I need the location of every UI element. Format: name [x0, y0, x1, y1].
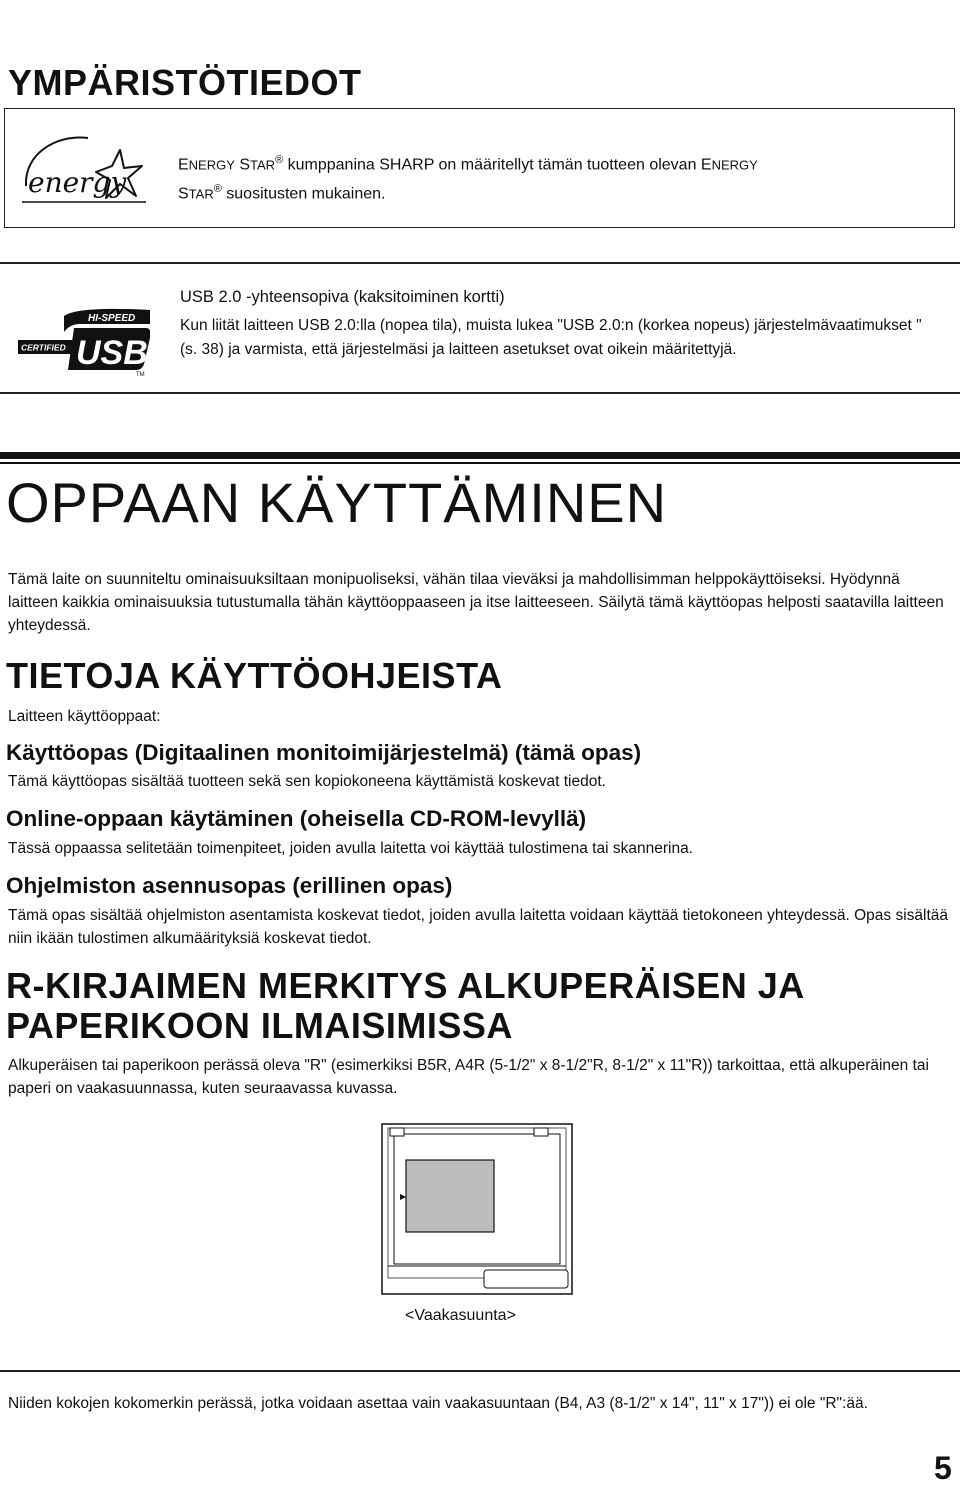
svg-text:CERTIFIED: CERTIFIED: [21, 342, 66, 353]
energy-star-text: ENERGY STAR® kumppanina SHARP on määritellyt tämän tuotteen olevan ENERGY STAR® suositusten mukainen.: [178, 154, 758, 203]
usb-hi-speed-logo: [18, 306, 150, 376]
svg-text:HI-SPEED: HI-SPEED: [88, 313, 136, 324]
r-section-title: R-KIRJAIMEN MERKITYS ALKUPERÄISEN JA PAPERIKOON ILMAISIMISSA: [6, 965, 804, 1046]
manual-item-title: Käyttöopas (Digitaalinen monitoimijärjestelmä) (tämä opas): [6, 740, 642, 765]
manual-item-body: Tämä opas sisältää ohjelmiston asentamista koskevat tiedot, joiden avulla laitetta voidaan käyttää tietokoneen yhteydessä. Opas sisältää niin ikään tulostimen alkumäärityksiä koskevat tiedot.: [8, 907, 949, 947]
manuals-intro: Laitteen käyttöoppaat:: [8, 708, 161, 725]
manual-item-body: Tämä käyttöopas sisältää tuotteen sekä sen kopiokoneena käyttämistä koskevat tiedot.: [8, 773, 606, 790]
usb-body: Kun liität laitteen USB 2.0:lla (nopea tila), muista lukea "USB 2.0:n (korkea nopeus) järjestelmävaatimukset " (s. 38) ja varmista, että järjestelmäsi ja laitteen asetukset ovat oikein määritettyjä.: [180, 317, 922, 358]
paper-landscape: [406, 1160, 494, 1232]
svg-text:USB: USB: [76, 334, 148, 372]
divider: [0, 262, 960, 264]
divider: [0, 392, 960, 394]
manual-item-title: Online-oppaan käytäminen (oheisella CD-ROM-levyllä): [6, 806, 587, 831]
figure-caption: <Vaakasuunta>: [405, 1307, 516, 1324]
energy-logo-text: energy: [28, 166, 127, 199]
page-number: 5: [934, 1450, 952, 1486]
environment-title: YMPÄRISTÖTIEDOT: [8, 62, 362, 103]
manuals-title: TIETOJA KÄYTTÖOHJEISTA: [6, 655, 503, 696]
energy-star-logo: [16, 124, 152, 220]
divider: [0, 1370, 960, 1372]
usb-title: USB 2.0 -yhteensopiva (kaksitoiminen kortti): [180, 288, 505, 306]
manual-item-title: Ohjelmiston asennusopas (erillinen opas): [6, 873, 453, 898]
section-bar: [0, 452, 960, 459]
manual-item-body: Tässä oppaassa selitetään toimenpiteet, joiden avulla laitetta voi käyttää tulostimena tai skannerina.: [8, 840, 693, 857]
copier-glass-illustration: [380, 1120, 576, 1300]
guide-body: Tämä laite on suunniteltu ominaisuuksiltaan monipuoliseksi, vähän tilaa vieväksi ja mahdollisimman helppokäyttöiseksi. Hyödynnä laitteen kaikkia ominaisuuksia tutustumalla tähän käyttöoppaaseen ja itse laitteeseen. Säilytä tämä käyttöopas helposti saatavilla laitteen yhteydessä.: [8, 571, 944, 634]
r-section-body: Alkuperäisen tai paperikoon perässä oleva "R" (esimerkiksi B5R, A4R (5-1/2" x 8-1/2"R, 8-1/2" x 11"R)) tarkoittaa, että alkuperäinen tai paperi on vaakasuunnassa, kuten seuraavassa kuvassa.: [8, 1057, 929, 1097]
guide-title: OPPAAN KÄYTTÄMINEN: [6, 471, 668, 534]
section-bar: [0, 462, 960, 464]
r-section-note: Niiden kokojen kokomerkin perässä, jotka voidaan asettaa vain vaakasuuntaan (B4, A3 (8-1/2" x 14", 11" x 17")) ei ole "R":ää.: [8, 1395, 868, 1412]
svg-text:TM: TM: [136, 372, 145, 376]
